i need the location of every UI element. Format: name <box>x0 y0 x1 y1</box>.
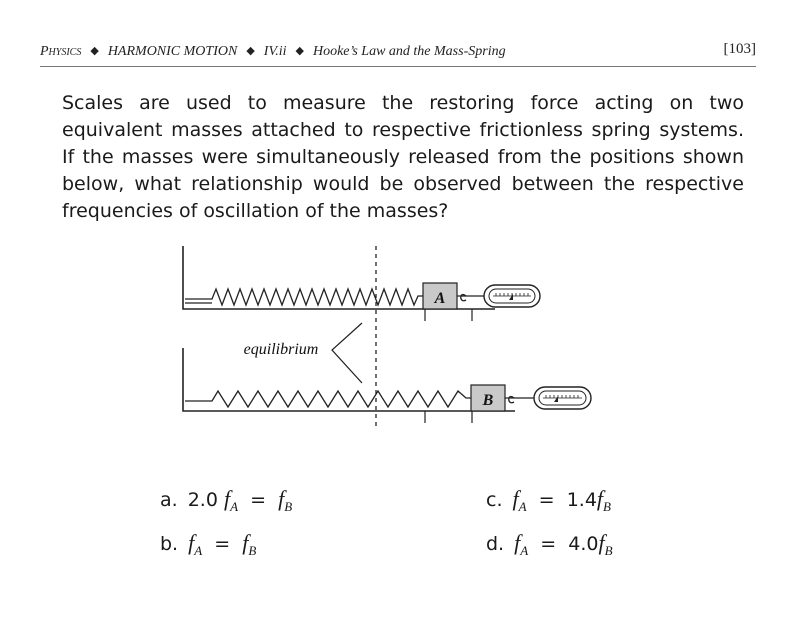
page-number: [103] <box>723 41 756 57</box>
hook-b <box>505 396 514 402</box>
scale-a <box>484 285 540 307</box>
choice-b[interactable]: b. $f_A = f_B$ <box>160 530 257 558</box>
wall-b <box>183 348 515 411</box>
bullet-icon: ◆ <box>246 45 255 57</box>
header-subtopic: Hooke’s Law and the Mass-Spring <box>312 44 506 59</box>
question-text: Scales are used to measure the restoring force acting on two equivalent masses attached to respective frictionless spring systems. If the masses were simultaneously released from the positions shown below, what relationship would be observed between the respective frequencies of oscillation of the masses? <box>62 92 744 222</box>
scale-b <box>534 387 591 409</box>
bullet-icon: ◆ <box>90 45 99 57</box>
equilibrium-pointer <box>332 323 362 383</box>
choice-a[interactable]: a. 2.0 $f_A = f_B$ <box>160 486 293 514</box>
spring-a <box>185 289 423 305</box>
spring-system-a <box>183 246 540 321</box>
choice-d[interactable]: d. $f_A = 4.0f_B$ <box>486 530 613 558</box>
mass-b-label: B <box>482 392 494 409</box>
mass-a-label: A <box>434 290 446 307</box>
spring-b <box>185 391 471 407</box>
header-subject: Physics <box>40 44 82 59</box>
header-topic: HARMONIC MOTION <box>107 44 238 59</box>
bullet-icon: ◆ <box>295 45 304 57</box>
header-section: IV.ii <box>263 44 287 59</box>
spring-system-b <box>183 348 591 423</box>
choice-c[interactable]: c. $f_A = 1.4f_B$ <box>486 486 611 514</box>
equilibrium-label: equilibrium <box>243 341 319 358</box>
hook-a <box>457 294 466 300</box>
